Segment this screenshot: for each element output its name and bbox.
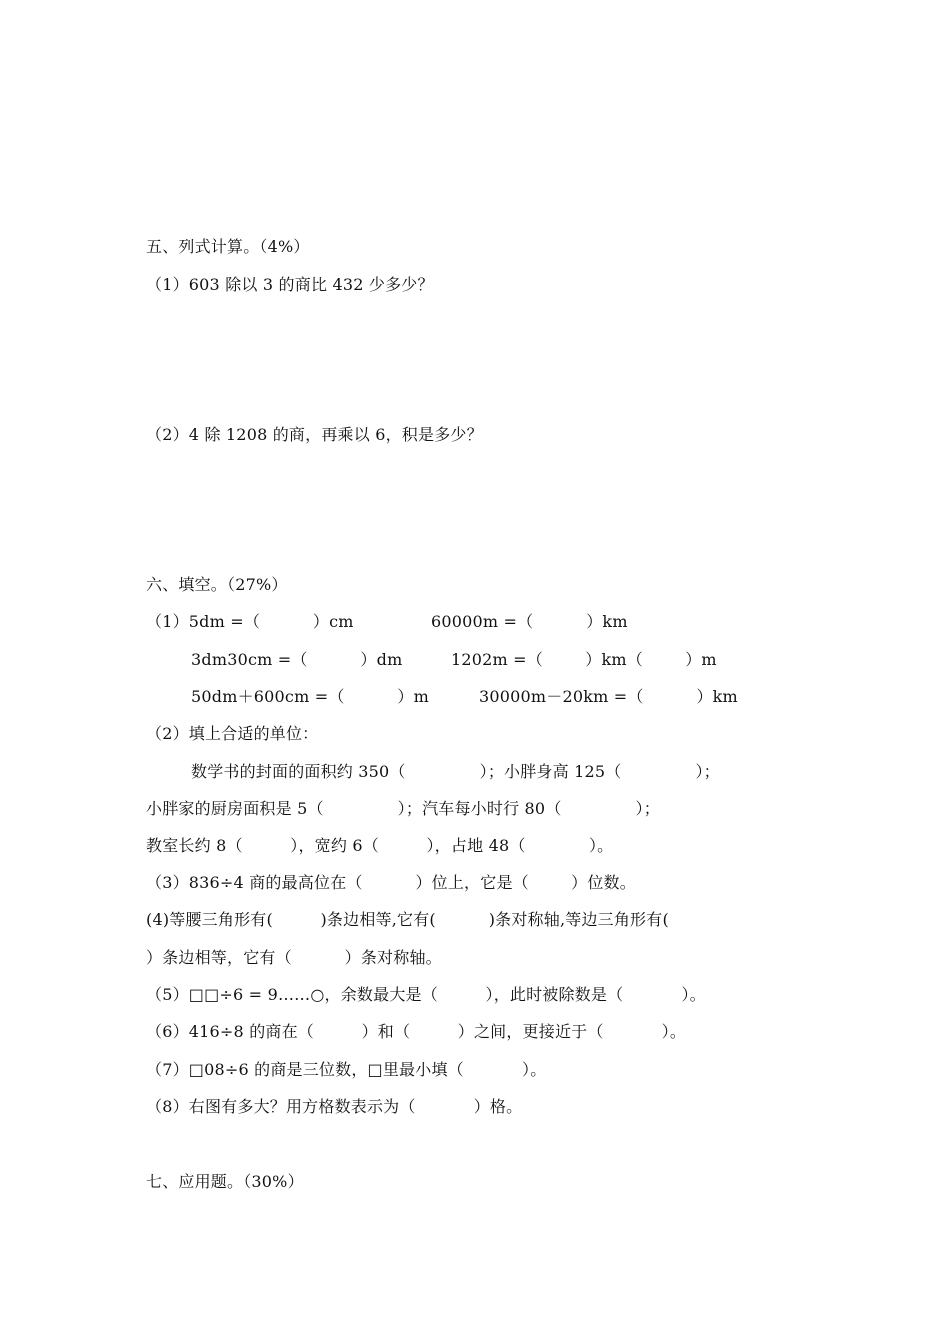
fill-4-line-2: ）条边相等，它有（ ）条对称轴。 (146, 948, 442, 967)
fill-8: （8）右图有多大？用方格数表示为（ ）格。 (146, 1097, 523, 1116)
fill-5: （5）□□÷6 = 9……○，余数最大是（ ），此时被除数是（ ）。 (146, 985, 706, 1004)
fill-2-label: （2）填上合适的单位： (146, 724, 319, 743)
fill-2-line-3: 教室长约 8（ ），宽约 6（ ），占地 48（ ）。 (146, 836, 614, 855)
fill-3: （3）836÷4 商的最高位在（ ）位上，它是（ ）位数。 (146, 873, 636, 892)
section-6-heading: 六、填空。（27%） (146, 575, 288, 594)
section-7-heading: 七、应用题。（30%） (146, 1172, 304, 1191)
section-5-question-1: （1）603 除以 3 的商比 432 少多少？ (146, 275, 434, 294)
fill-1-row-3-right: 30000m－20km =（ ）km (479, 687, 738, 706)
fill-1-row-1-left: （1）5dm =（ ）cm (146, 612, 354, 631)
fill-1-row-2-left: 3dm30cm =（ ）dm (191, 650, 403, 669)
section-5-heading: 五、列式计算。（4%） (146, 237, 310, 256)
fill-6: （6）416÷8 的商在（ ）和（ ）之间，更接近于（ ）。 (146, 1022, 687, 1041)
fill-1-row-2-right: 1202m =（ ）km（ ）m (451, 650, 717, 669)
fill-2-line-2: 小胖家的厨房面积是 5（ ）；汽车每小时行 80（ ）； (146, 799, 660, 818)
fill-1-row-3-left: 50dm＋600cm =（ ）m (191, 687, 429, 706)
fill-4-line-1: (4)等腰三角形有( )条边相等,它有( )条对称轴,等边三角形有( (146, 910, 669, 929)
fill-7: （7）□08÷6 的商是三位数，□里最小填（ ）。 (146, 1060, 547, 1079)
fill-1-row-1-right: 60000m =（ ）km (431, 612, 628, 631)
section-5-question-2: （2）4 除 1208 的商，再乘以 6，积是多少？ (146, 425, 483, 444)
fill-2-line-1: 数学书的封面的面积约 350（ ）；小胖身高 125（ ）； (191, 762, 720, 781)
